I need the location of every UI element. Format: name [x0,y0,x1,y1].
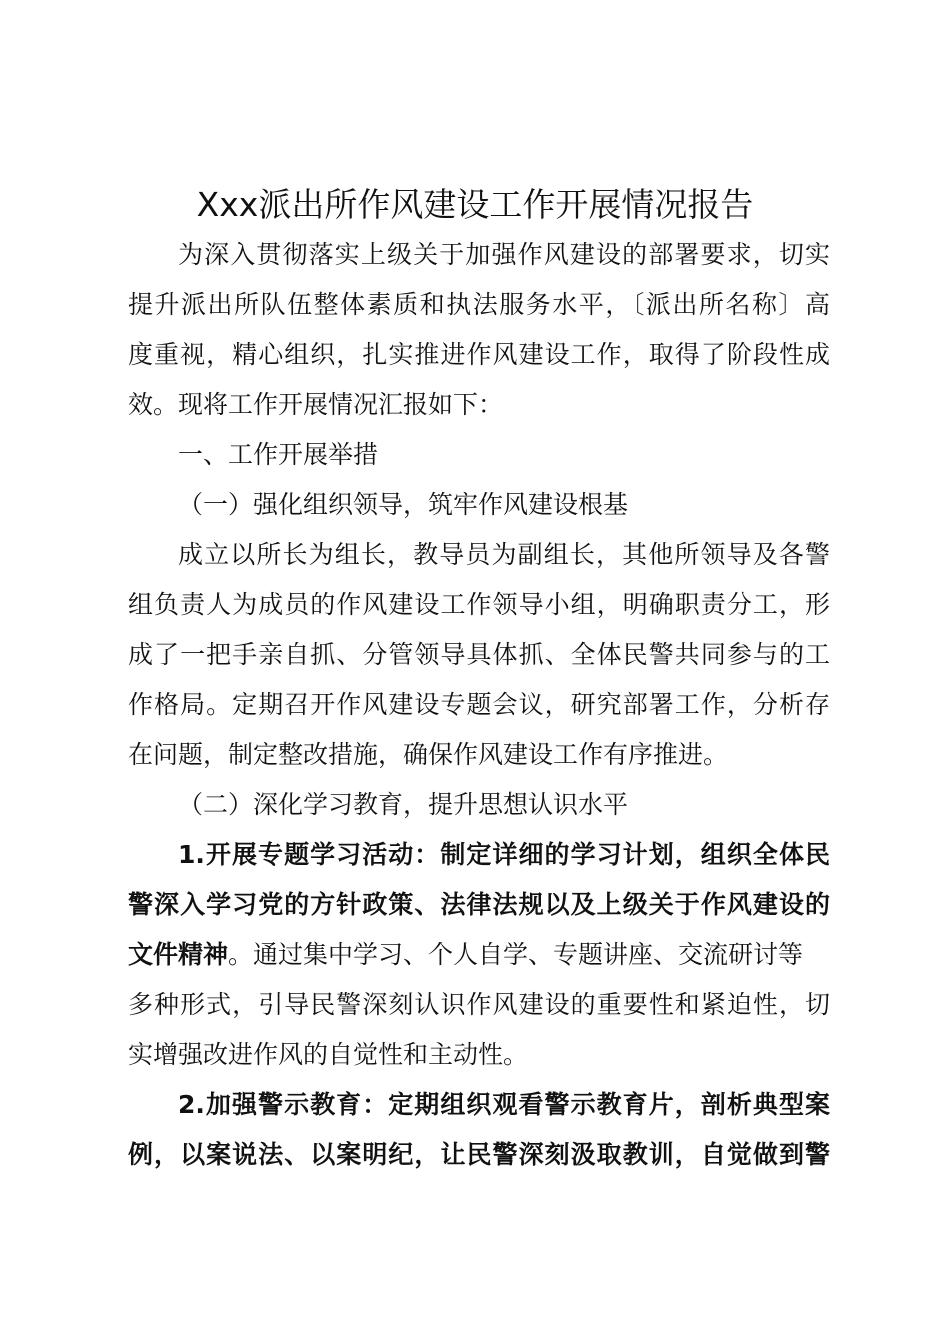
paragraph-line: 多种形式，引导民警深刻认识作风建设的重要性和紧迫性，切 [128,990,830,1019]
paragraph-line: 成了一把手亲自抓、分管领导具体抓、全体民警共同参与的工 [128,640,830,669]
paragraph-line: 度重视，精心组织，扎实推进作风建设工作，取得了阶段性成 [128,340,830,369]
bold-paragraph-line: 1.开展专题学习活动：制定详细的学习计划，组织全体民 [178,840,830,869]
paragraph-line: 组负责人为成员的作风建设工作领导小组，明确职责分工，形 [128,590,830,619]
paragraph-line: 提升派出所队伍整体素质和执法服务水平，〔派出所名称〕高 [128,290,830,319]
mixed-paragraph-line [128,930,830,980]
bold-paragraph-line: 例，以案说法、以案明纪，让民警深刻汲取教训，自觉做到警 [128,1140,830,1169]
paragraph-line: 为深入贯彻落实上级关于加强作风建设的部署要求，切实 [178,240,830,269]
paragraph-line: 作格局。定期召开作风建设专题会议，研究部署工作，分析存 [128,690,830,719]
subsection-heading: （二）深化学习教育，提升思想认识水平 [178,790,629,819]
bold-paragraph-line: 2.加强警示教育：定期组织观看警示教育片，剖析典型案 [178,1090,830,1119]
regular-run: 。通过集中学习、个人自学、专题讲座、交流研讨等 [228,940,804,969]
paragraph-line: 在问题，制定整改措施，确保作风建设工作有序推进。 [128,740,729,769]
bold-paragraph-line: 警深入学习党的方针政策、法律法规以及上级关于作风建设的 [128,890,830,919]
document-title: Xxx派出所作风建设工作开展情况报告 [196,185,754,224]
bold-run: 文件精神 [128,940,229,969]
subsection-heading: （一）强化组织领导，筑牢作风建设根基 [178,490,629,519]
paragraph-line: 效。现将工作开展情况汇报如下： [128,390,504,419]
paragraph-line: 成立以所长为组长，教导员为副组长，其他所领导及各警 [178,540,830,569]
section-heading: 一、工作开展举措 [178,440,379,469]
paragraph-line: 实增强改进作风的自觉性和主动性。 [128,1040,529,1069]
